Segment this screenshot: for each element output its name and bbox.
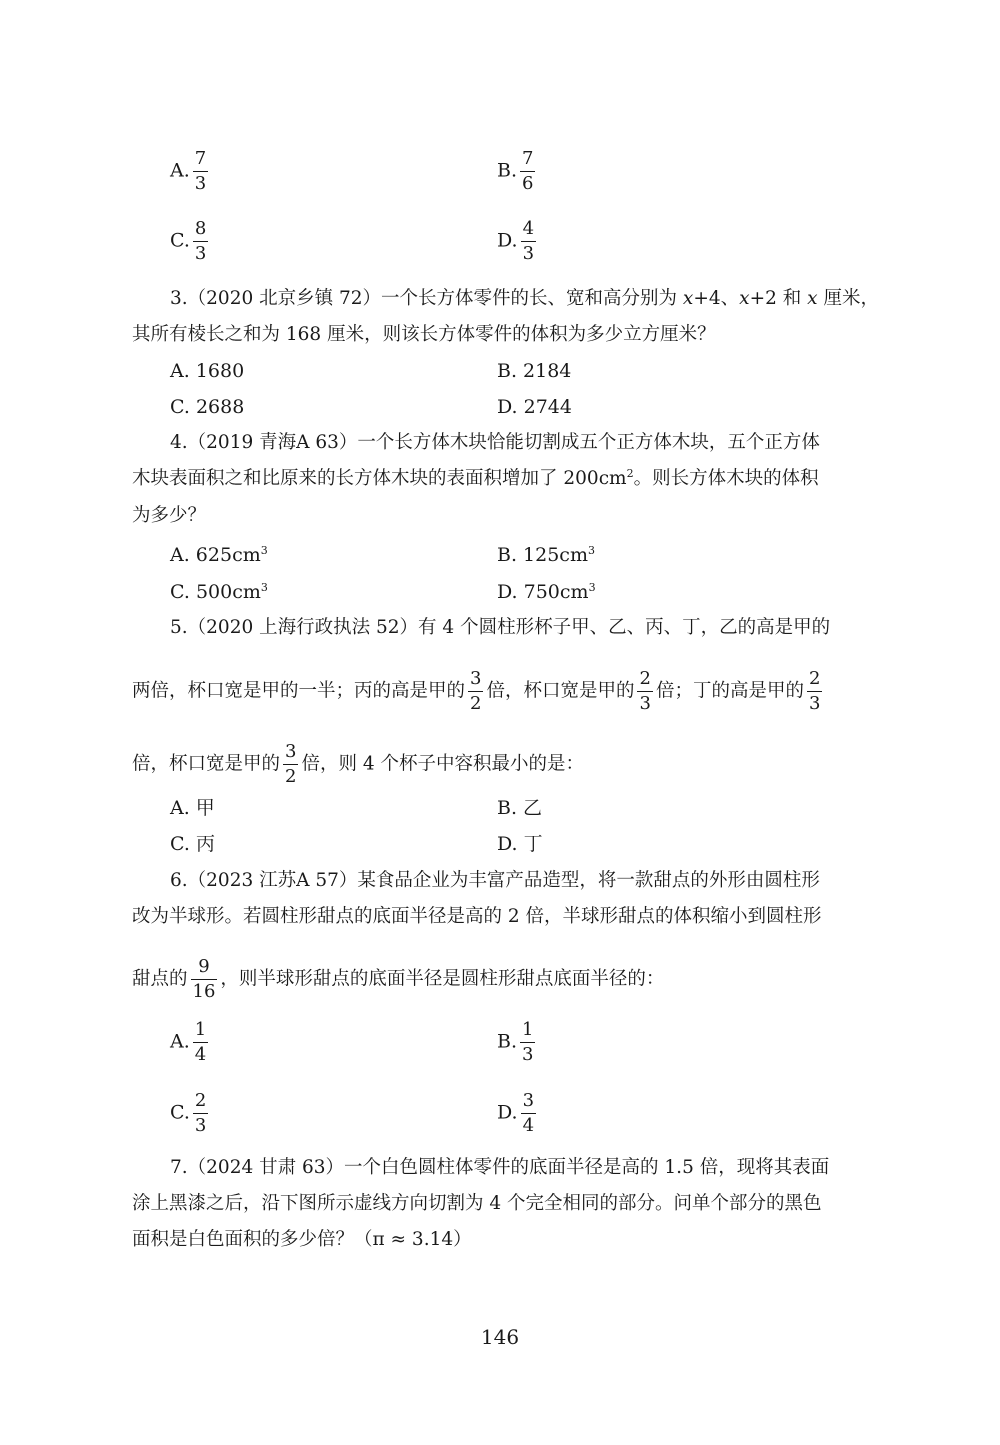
q4-line-2: 木块表面积之和比原来的长方体木块的表面积增加了 $200cm^2$。则长方体木块的体积 — [132, 467, 819, 489]
q6-option-b: B. $\frac{1}{3}$ — [497, 1019, 534, 1065]
q3-line-1: 3.（2020 北京乡镇 72）一个长方体零件的长、宽和高分别为 x+4、x+2 和 x 厘米， — [170, 288, 879, 309]
q6-option-a: A. $\frac{1}{4}$ — [170, 1019, 207, 1065]
q2-option-b: B. $\frac{7}{6}$ — [497, 148, 534, 194]
q4-line-1: 4.（2019 青海A 63）一个长方体木块恰能切割成五个正方体木块，五个正方体 — [170, 432, 820, 453]
q4-option-c: C. $500cm^3$ — [170, 581, 268, 603]
q7-line-3: 面积是白色面积的多少倍？（π ≈ 3.14） — [132, 1229, 472, 1250]
q6-option-c: C. $\frac{2}{3}$ — [170, 1090, 207, 1136]
q3-option-a: A. 1680 — [170, 360, 245, 382]
page-number: 146 — [480, 1325, 520, 1349]
q4-line-3: 为多少？ — [132, 505, 207, 526]
q2-option-c: C. $\frac{8}{3}$ — [170, 218, 207, 264]
q2-option-a: A. $\frac{7}{3}$ — [170, 148, 207, 194]
q5-line-3: 倍，杯口宽是甲的 $\frac{3}{2}$ 倍，则 4 个杯子中容积最小的是： — [132, 741, 585, 787]
q5-option-b: B. 乙 — [497, 797, 543, 819]
q5-option-a: A. 甲 — [170, 797, 215, 819]
q5-line-2: 两倍，杯口宽是甲的一半；丙的高是甲的 $\frac{3}{2}$ 倍，杯口宽是甲的 $\frac{2}{3}$ 倍；丁的高是甲的 $\frac{2}{3}$ — [132, 668, 821, 714]
q4-option-d: D. $750cm^3$ — [497, 581, 596, 603]
q3-option-d: D. 2744 — [497, 396, 572, 418]
q3-option-b: B. 2184 — [497, 360, 572, 382]
q5-option-c: C. 丙 — [170, 833, 215, 855]
q7-line-2: 涂上黑漆之后，沿下图所示虚线方向切割为 4 个完全相同的部分。问单个部分的黑色 — [132, 1193, 822, 1214]
q4-option-b: B. $125cm^3$ — [497, 544, 595, 566]
q6-line-1: 6.（2023 江苏A 57）某食品企业为丰富产品造型，将一款甜点的外形由圆柱形 — [170, 870, 820, 891]
q3-option-c: C. 2688 — [170, 396, 245, 418]
q6-option-d: D. $\frac{3}{4}$ — [497, 1090, 535, 1136]
q6-line-3: 甜点的 $\frac{9}{16}$ ，则半球形甜点的底面半径是圆柱形甜点底面半径的： — [132, 956, 665, 1002]
q4-option-a: A. $625cm^3$ — [170, 544, 268, 566]
q3-line-2: 其所有棱长之和为 168 厘米，则该长方体零件的体积为多少立方厘米？ — [132, 324, 716, 345]
q6-line-2: 改为半球形。若圆柱形甜点的底面半径是高的 2 倍，半球形甜点的体积缩小到圆柱形 — [132, 906, 822, 927]
q2-option-d: D. $\frac{4}{3}$ — [497, 218, 535, 264]
q5-line-1: 5.（2020 上海行政执法 52）有 4 个圆柱形杯子甲、乙、丙、丁，乙的高是甲的 — [170, 617, 831, 638]
q5-option-d: D. 丁 — [497, 833, 543, 855]
q7-line-1: 7.（2024 甘肃 63）一个白色圆柱体零件的底面半径是高的 1.5 倍，现将其表面 — [170, 1157, 830, 1178]
